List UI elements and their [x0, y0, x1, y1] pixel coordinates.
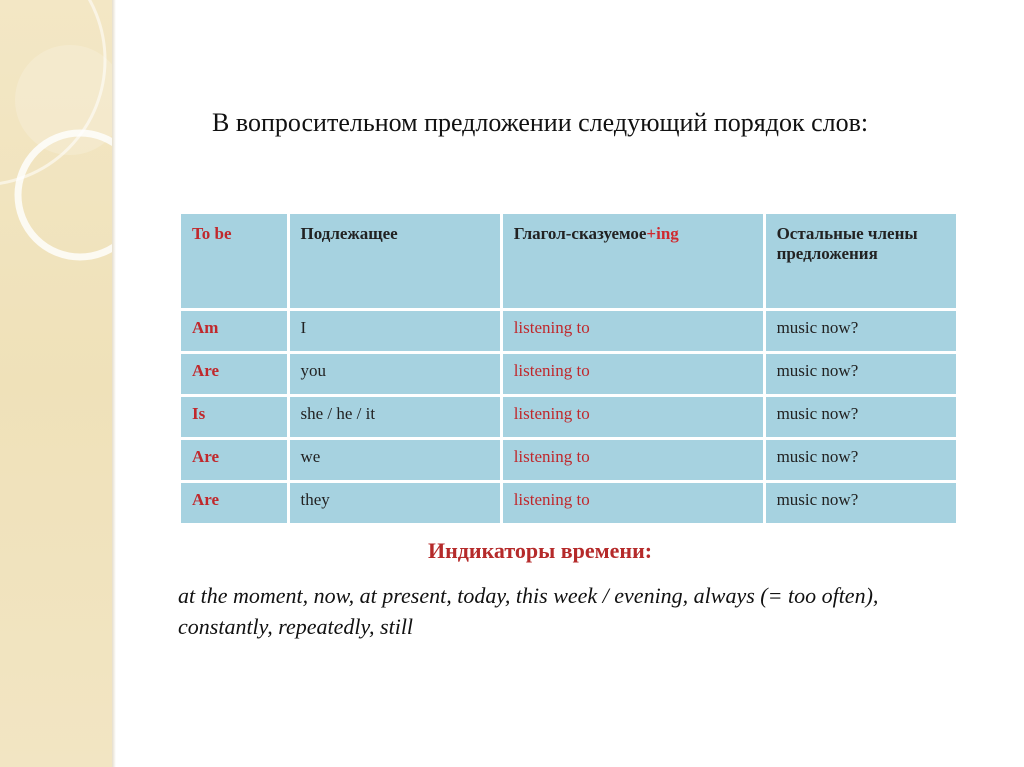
header-subject: Подлежащее	[290, 214, 500, 308]
cell-subject: I	[290, 311, 500, 351]
table-row	[181, 397, 956, 437]
cell-to-be: Is	[181, 397, 287, 437]
cell-to-be: Am	[181, 311, 287, 351]
cell-rest: music now?	[766, 354, 956, 394]
cell-subject: they	[290, 483, 500, 523]
cell-to-be: Are	[181, 440, 287, 480]
header-verb	[503, 214, 763, 308]
cell-verb: listening to	[503, 483, 763, 523]
cell-verb: listening to	[503, 354, 763, 394]
cell-rest: music now?	[766, 397, 956, 437]
table-row	[181, 483, 956, 523]
cell-to-be: Are	[181, 483, 287, 523]
cell-rest: music now?	[766, 311, 956, 351]
header-rest: Остальные члены предложения	[766, 214, 956, 308]
header-verb-main: Глагол-сказуемое	[513, 224, 647, 243]
decorative-rings	[0, 0, 112, 767]
indicators-title: Индикаторы времени:	[428, 538, 653, 563]
slide-title: В вопросительном предложении следующий порядок слов:	[212, 108, 869, 137]
table-row	[181, 440, 956, 480]
table-row	[181, 354, 956, 394]
header-to-be: To be	[181, 214, 287, 308]
cell-subject: we	[290, 440, 500, 480]
cell-verb: listening to	[503, 397, 763, 437]
cell-subject: she / he / it	[290, 397, 500, 437]
cell-verb: listening to	[503, 440, 763, 480]
table-row	[181, 311, 956, 351]
cell-subject: you	[290, 354, 500, 394]
cell-verb: listening to	[503, 311, 763, 351]
cell-rest: music now?	[766, 440, 956, 480]
indicators-text: at the moment, now, at present, today, this week / evening, always (= too often), constantly, repeatedly, still	[178, 583, 879, 639]
table-header-row	[181, 214, 956, 308]
header-verb-ing: +ing	[646, 224, 679, 243]
cell-to-be: Are	[181, 354, 287, 394]
grammar-table	[178, 211, 959, 526]
cell-rest: music now?	[766, 483, 956, 523]
